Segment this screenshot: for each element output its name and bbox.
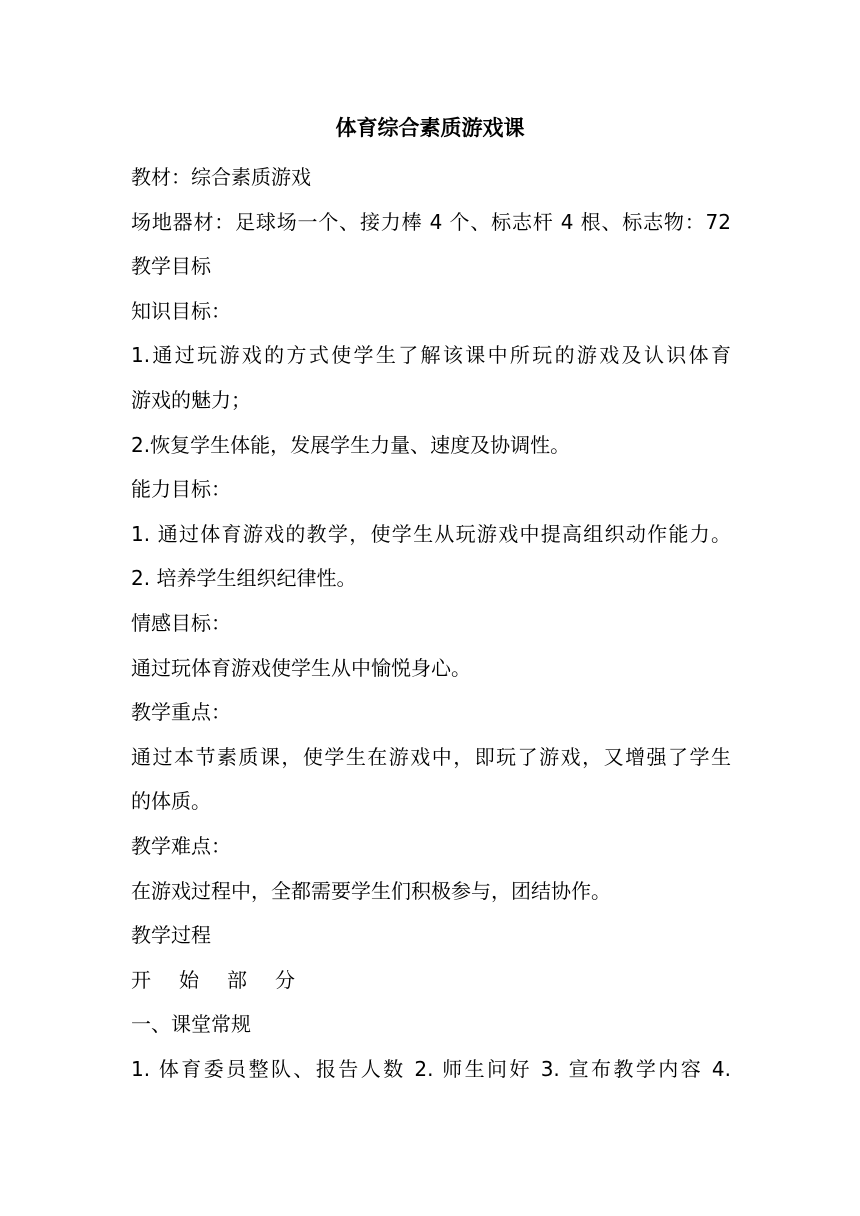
text-line: 游戏的魅力； — [131, 387, 251, 412]
text-line: 1.通过玩游戏的方式使学生了解该课中所玩的游戏及认识体育 — [131, 343, 731, 368]
section-heading-char: 开 — [131, 967, 151, 992]
text-line: 2. 培养学生组织纪律性。 — [131, 566, 357, 591]
document-body — [131, 155, 731, 1091]
text-line: 能力目标： — [131, 477, 231, 502]
text-line: 一、课堂常规 — [131, 1012, 251, 1037]
text-line: 场地器材：足球场一个、接力棒 4 个、标志杆 4 根、标志物：72 — [131, 209, 731, 234]
document-title: 体育综合素质游戏课 — [335, 116, 525, 140]
section-heading-char: 始 — [179, 967, 199, 992]
text-line: 教学重点： — [131, 700, 231, 725]
text-line: 通过玩体育游戏使学生从中愉悦身心。 — [131, 655, 471, 680]
text-line: 1. 通过体育游戏的教学，使学生从玩游戏中提高组织动作能力。 — [131, 521, 731, 546]
text-line: 教学过程 — [131, 923, 211, 948]
text-line: 教学目标 — [131, 254, 211, 279]
text-line: 在游戏过程中，全都需要学生们积极参与，团结协作。 — [131, 878, 611, 903]
text-line: 教学难点： — [131, 833, 231, 858]
text-line: 教材：综合素质游戏 — [131, 165, 311, 189]
text-line: 1. 体育委员整队、报告人数 2. 师生问好 3. 宣布教学内容 4. — [131, 1056, 731, 1081]
section-heading-char: 分 — [275, 967, 295, 992]
text-line: 情感目标： — [131, 610, 231, 635]
text-line: 知识目标： — [131, 298, 231, 323]
section-heading — [131, 958, 731, 1003]
text-line: 的体质。 — [131, 789, 211, 814]
text-line: 2.恢复学生体能，发展学生力量、速度及协调性。 — [131, 432, 571, 457]
text-line: 通过本节素质课，使学生在游戏中，即玩了游戏，又增强了学生 — [131, 744, 731, 769]
section-heading-char: 部 — [227, 967, 247, 992]
